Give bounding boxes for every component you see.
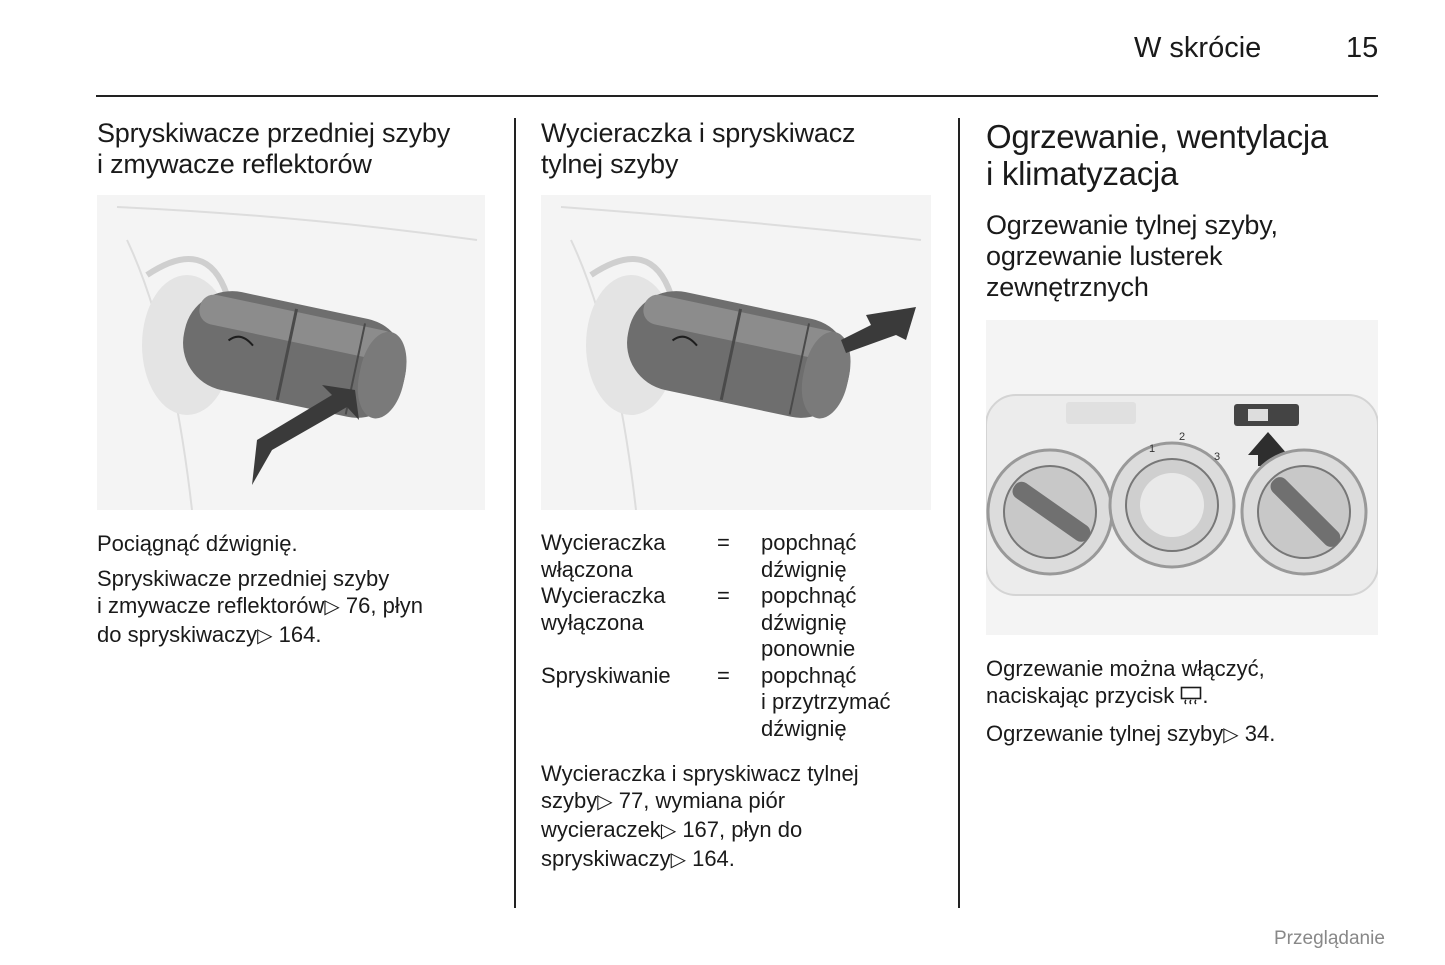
front-washers-text xyxy=(97,530,497,658)
rear-heating-text xyxy=(986,655,1386,757)
column-rear-wiper xyxy=(541,118,941,180)
rear-heating-heading: Ogrzewanie tylnej szyby, ogrzewanie lusterek zewnętrznych xyxy=(986,210,1278,302)
fan-speed-3: 3 xyxy=(1214,451,1221,463)
rear-wiper-text xyxy=(541,530,941,874)
link-page-76[interactable]: 76, płyn xyxy=(339,593,423,618)
page-reference-arrow-icon: ▷ xyxy=(1223,724,1239,746)
page-number: 15 xyxy=(1346,32,1379,64)
page-reference-arrow-icon: ▷ xyxy=(324,596,340,618)
wiper-stalk-push-illustration xyxy=(541,195,931,510)
column-divider-1 xyxy=(514,118,516,908)
fan-speed-1: 1 xyxy=(1149,443,1156,455)
cross-reference: Ogrzewanie tylnej szyby▷ 34. xyxy=(986,720,1386,749)
column-climate xyxy=(986,118,1386,303)
rear-wiper-heading: Wycieraczka i spryskiwacz tylnej szyby xyxy=(541,118,856,179)
knob-left xyxy=(988,450,1112,574)
link-page-164[interactable]: 164. xyxy=(685,846,735,871)
page-reference-arrow-icon: ▷ xyxy=(660,820,677,842)
table-row: Wycieraczka włączona = popchnąć dźwignię xyxy=(541,530,857,582)
footer-label: Przeglądanie xyxy=(1274,928,1385,949)
section-title: W skrócie xyxy=(1134,32,1262,64)
link-page-34[interactable]: 34. xyxy=(1238,721,1276,746)
instruction: Ogrzewanie można włączyć, naciskając przycisk . xyxy=(986,655,1386,712)
knob-right xyxy=(1242,450,1366,574)
front-washers-heading: Spryskiwacze przedniej szyby i zmywacze reflektorów xyxy=(97,118,451,179)
rear-window-heating-icon xyxy=(1180,685,1202,712)
column-divider-2 xyxy=(958,118,960,908)
wiper-stalk-pull-illustration xyxy=(97,195,485,510)
table-row: Wycieraczka wyłączona = popchnąć dźwignię ponownie xyxy=(541,583,857,661)
cross-reference: Spryskiwacze przedniej szyby i zmywacze reflektorów▷ 76, płyn do spryskiwaczy▷ 164. xyxy=(97,565,497,650)
page-reference-arrow-icon: ▷ xyxy=(670,849,686,871)
fan-speed-2: 2 xyxy=(1179,431,1186,443)
cross-reference: Wycieraczka i spryskiwacz tylnej szyby▷ 77, wymiana piór wycieraczek▷ 167, płyn do spryskiwaczy▷ 164. xyxy=(541,760,941,874)
table-row: Spryskiwanie = popchnąć i przytrzymać dźwignię xyxy=(541,662,891,741)
instruction: Pociągnąć dźwignię. xyxy=(97,531,298,556)
page-reference-arrow-icon: ▷ xyxy=(257,625,273,647)
page-reference-arrow-icon: ▷ xyxy=(597,791,613,813)
link-page-77[interactable]: 77, wymiana piór xyxy=(612,788,786,813)
climate-control-panel-illustration xyxy=(986,320,1378,635)
link-page-167[interactable]: 167, płyn do xyxy=(676,817,803,842)
header-divider xyxy=(96,95,1378,97)
column-front-washers xyxy=(97,118,497,180)
rear-wiper-table xyxy=(541,530,891,742)
link-page-164[interactable]: 164. xyxy=(272,622,322,647)
climate-heading: Ogrzewanie, wentylacja i klimatyzacja xyxy=(986,118,1328,192)
